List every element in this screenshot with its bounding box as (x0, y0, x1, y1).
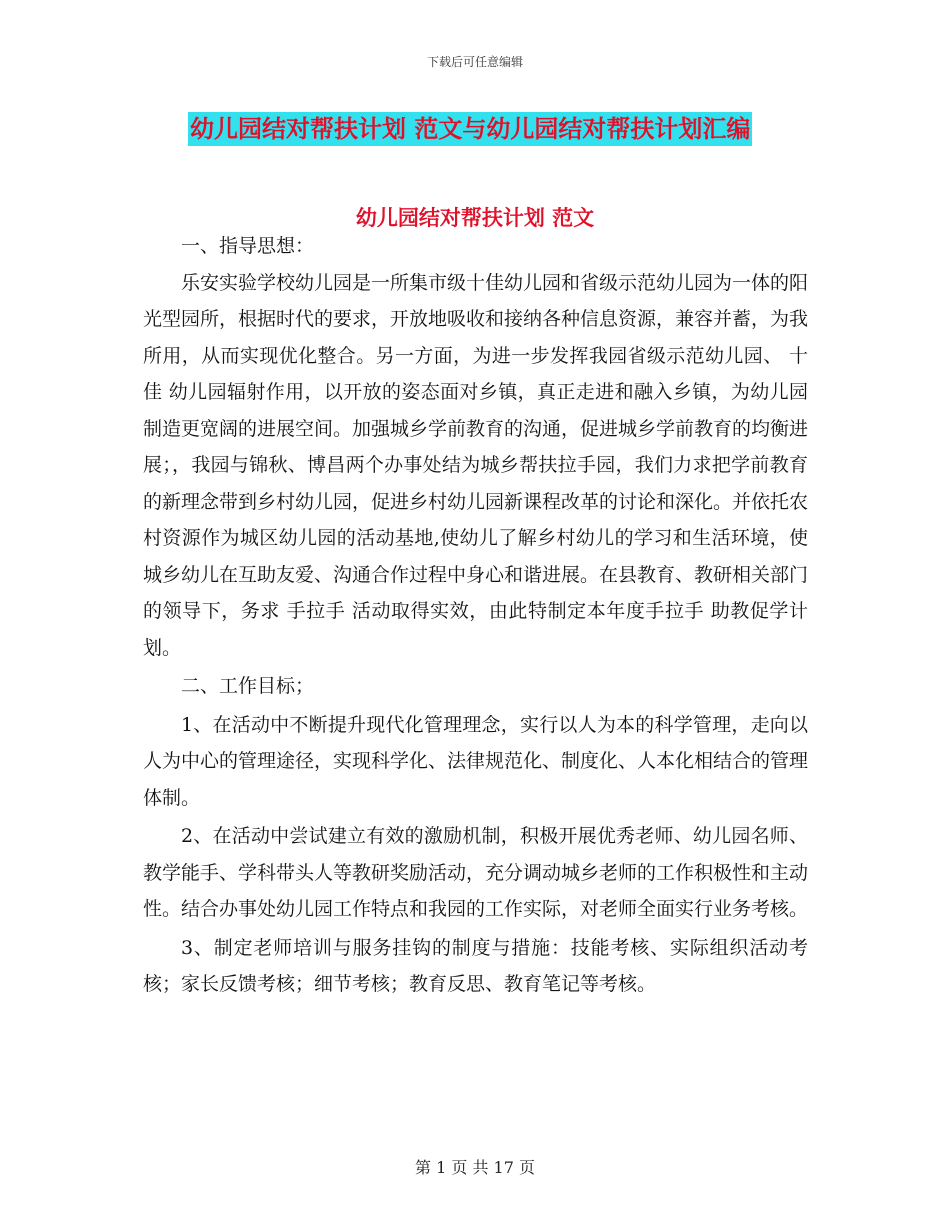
section-heading-guiding-ideology: 一、指导思想： (181, 235, 315, 257)
section-heading-work-goals: 二、工作目标； (181, 675, 315, 697)
document-main-title: 幼儿园结对帮扶计划 范文与幼儿园结对帮扶计划汇编 (188, 112, 752, 146)
document-body (143, 228, 808, 1003)
page-number-footer: 第 1 页 共 17 页 (415, 1158, 535, 1177)
paragraph-guiding-ideology: 乐安实验学校幼儿园是一所集市级十佳幼儿园和省级示范幼儿园为一体的阳光型园所，根据时代的要求，开放地吸收和接纳各种信息资源，兼容并蓄，为我所用，从而实现优化整合。另一方面，为进一步发挥我园省级示范幼儿园、 十佳 幼儿园辐射作用，以开放的姿态面对乡镇，真正走进和融入乡镇，为幼儿园制造更宽阔的进展空间。加强城乡学前教育的沟通，促进城乡学前教育的均衡进展；，我园与锦秋、博昌两个办事处结为城乡帮扶拉手园，我们力求把学前教育的新理念带到乡村幼儿园，促进乡村幼儿园新课程改革的讨论和深化。并依托农村资源作为城区幼儿园的活动基地,使幼儿了解乡村幼儿的学习和生活环境，使城乡幼儿在互助友爱、沟通合作过程中身心和谐进展。在县教育、教研相关部门的领导下，务求 手拉手 活动取得实效，由此特制定本年度手拉手 助教促学计划。 (143, 271, 809, 659)
header-note: 下载后可任意编辑 (426, 55, 523, 69)
document-sub-title: 幼儿园结对帮扶计划 范文 (355, 205, 595, 230)
paragraph-goal-3: 3、制定老师培训与服务挂钩的制度与措施：技能考核、实际组织活动考核；家长反馈考核；细节考核；教育反思、教育笔记等考核。 (143, 936, 808, 995)
paragraph-goal-2: 2、在活动中尝试建立有效的激励机制，积极开展优秀老师、幼儿园名师、教学能手、学科带头人等教研奖励活动，充分调动城乡老师的工作积极性和主动性。结合办事处幼儿园工作特点和我园的工作实际，对老师全面实行业务考核。 (143, 825, 809, 920)
paragraph-goal-1: 1、在活动中不断提升现代化管理理念，实行以人为本的科学管理，走向以人为中心的管理途径，实现科学化、法律规范化、制度化、人本化相结合的管理体制。 (143, 713, 809, 809)
